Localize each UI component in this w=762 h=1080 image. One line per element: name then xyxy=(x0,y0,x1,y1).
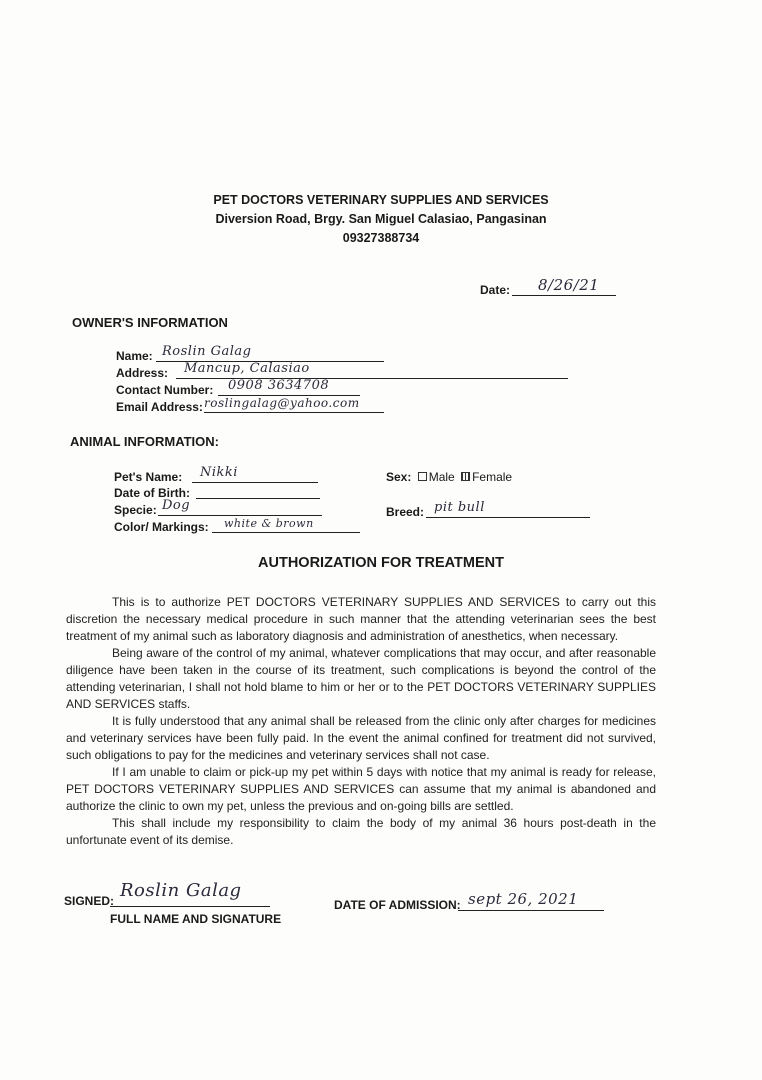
breed-value[interactable]: pit bull xyxy=(434,500,485,515)
owner-address-label: Address: xyxy=(116,366,169,380)
paragraph-complications: Being aware of the control of my animal, whatever complications that may occur, and after reasonable diligence have been taken in the course of its treatment, such complications is beyond the control of the attending veterinarian, I shall not hold blame to him or her or to the PET DOCTORS VETERINARY SUPPLIES AND SERVICES staffs. xyxy=(66,646,656,711)
date-value[interactable]: 8/26/21 xyxy=(538,276,600,294)
specie-line xyxy=(158,515,322,516)
business-phone: 09327388734 xyxy=(342,231,420,245)
male-checkbox[interactable] xyxy=(418,472,427,481)
signed-label: SIGNED: xyxy=(64,894,115,908)
specie-label: Specie: xyxy=(114,503,157,517)
authorization-body xyxy=(66,594,656,849)
date-label: Date: xyxy=(480,283,511,297)
owner-email-line xyxy=(204,412,384,413)
dob-label: Date of Birth: xyxy=(114,486,190,500)
female-checkbox[interactable] xyxy=(461,472,470,481)
sex-label: Sex: xyxy=(386,470,412,484)
date-line xyxy=(512,295,616,296)
admission-date-line xyxy=(458,910,604,911)
pet-name-value[interactable]: Nikki xyxy=(200,465,238,480)
animal-section-title: ANIMAL INFORMATION: xyxy=(70,434,219,449)
owner-contact-label: Contact Number: xyxy=(116,383,214,397)
owner-section-title: OWNER'S INFORMATION xyxy=(72,315,228,330)
color-markings-label: Color/ Markings: xyxy=(114,520,209,534)
color-markings-value[interactable]: white & brown xyxy=(224,517,314,530)
admission-date-value[interactable]: sept 26, 2021 xyxy=(468,890,579,908)
paragraph-post-death: This shall include my responsibility to claim the body of my animal 36 hours post-death in the unfortunate event of its demise. xyxy=(66,816,656,847)
sex-field xyxy=(386,470,512,484)
breed-label: Breed: xyxy=(386,505,425,519)
signature-value[interactable]: Roslin Galag xyxy=(120,880,242,901)
paragraph-authorize: This is to authorize PET DOCTORS VETERINARY SUPPLIES AND SERVICES to carry out this discretion the necessary medical procedure in such manner that the attending veterinarian sees the best treatment of my animal such as laboratory diagnosis and administration of anesthetics, when necessary. xyxy=(66,595,656,643)
paragraph-abandonment: If I am unable to claim or pick-up my pet within 5 days with notice that my animal is ready for release, PET DOCTORS VETERINARY SUPPLIES AND SERVICES can assume that my animal is abandoned and authorize the clinic to own my pet, unless the previous and on-going bills are settled. xyxy=(66,765,656,813)
owner-name-label: Name: xyxy=(116,349,153,363)
breed-line xyxy=(426,517,590,518)
male-option-label: Male xyxy=(428,470,455,484)
owner-email-label: Email Address: xyxy=(116,400,203,414)
signature-line xyxy=(110,906,270,907)
color-markings-line xyxy=(212,532,360,533)
business-name: PET DOCTORS VETERINARY SUPPLIES AND SERVICES xyxy=(213,193,549,207)
paragraph-release: It is fully understood that any animal shall be released from the clinic only after charges for medicines and veterinary services have been fully paid. In the event the animal confined for treatment did not survived, such obligations to pay for the medicines and veterinary services shall not case. xyxy=(66,714,656,762)
pet-name-line xyxy=(192,482,318,483)
pet-name-label: Pet's Name: xyxy=(114,470,183,484)
owner-contact-value[interactable]: 0908 3634708 xyxy=(228,378,330,393)
owner-name-value[interactable]: Roslin Galag xyxy=(162,344,252,359)
admission-date-label: DATE OF ADMISSION: xyxy=(334,898,461,912)
business-address: Diversion Road, Brgy. San Miguel Calasiao, Pangasinan xyxy=(215,212,547,226)
authorization-title: AUTHORIZATION FOR TREATMENT xyxy=(258,555,504,571)
owner-email-value[interactable]: roslingalag@yahoo.com xyxy=(204,396,360,410)
signature-caption: FULL NAME AND SIGNATURE xyxy=(110,912,282,926)
owner-address-value[interactable]: Mancup, Calasiao xyxy=(184,361,310,376)
specie-value[interactable]: Dog xyxy=(162,498,191,513)
female-option-label: Female xyxy=(472,470,513,484)
dob-line xyxy=(196,498,320,499)
